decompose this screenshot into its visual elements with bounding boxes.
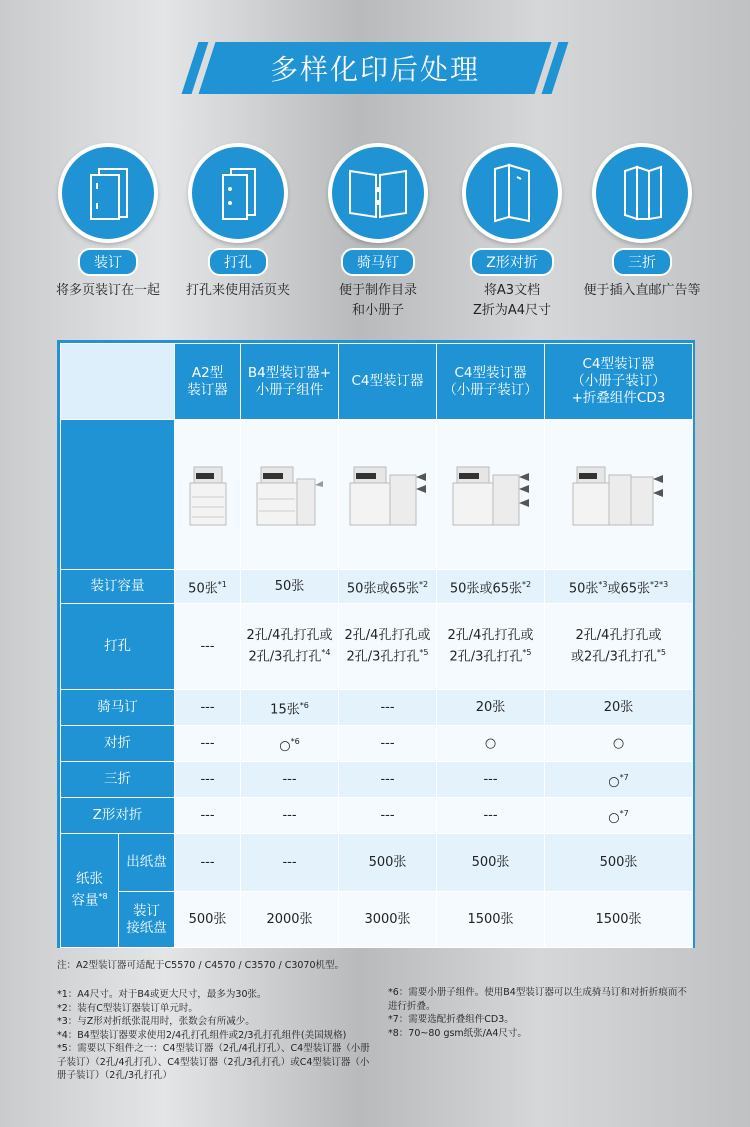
booklet-icon <box>346 165 410 221</box>
footnote: *8：70~80 gsm纸张/A4尺寸。 <box>388 1027 527 1039</box>
row-label-tri-fold: 三折 <box>61 762 175 798</box>
table-cell: --- <box>175 798 241 834</box>
col-header: C4型装订器 （小册子装订） +折叠组件CD3 <box>545 344 693 420</box>
row-label-bi-fold: 对折 <box>61 726 175 762</box>
machine-cell <box>175 420 241 570</box>
footnote: *2：装有C型装订器装订单元时。 <box>57 1002 198 1014</box>
row-label-output-tray: 出纸盘 <box>119 834 175 892</box>
table-cell: --- <box>437 798 545 834</box>
feature-punch <box>173 143 303 301</box>
feature-circle <box>328 143 428 243</box>
z-fold-icon <box>487 163 537 223</box>
row-label-z-fold: Z形对折 <box>61 798 175 834</box>
table-cell: ○ <box>545 726 693 762</box>
table-cell: 15张$^{*6}$ <box>241 690 339 726</box>
footnote: *7：需要选配折叠组件CD3。 <box>388 1014 514 1025</box>
feature-circle <box>592 143 692 243</box>
table-cell: 2000张 <box>241 892 339 948</box>
machine-cell <box>339 420 437 570</box>
table-cell: --- <box>339 762 437 798</box>
table-cell: 500张 <box>437 834 545 892</box>
row-label-punch: 打孔 <box>61 604 175 690</box>
feature-desc: 打孔来使用活页夹 <box>185 283 290 298</box>
footnote: *5：需要以下组件之一：C4型装订器（2孔/4孔打孔）、C4型装订器（小册子装订）（2孔/4孔打孔）、C4型装订器（2孔/3孔打孔）或C4型装订器（小册子装订）（2孔/3孔打孔） <box>57 1043 370 1081</box>
machine-cell <box>241 420 339 570</box>
table-cell: 500张 <box>339 834 437 892</box>
table-cell: --- <box>175 726 241 762</box>
feature-desc: 将A3文档 Z折为A4尺寸 <box>472 283 552 318</box>
table-cell: 50张$^{*1}$ <box>175 570 241 604</box>
feature-label: 打孔 <box>208 248 268 276</box>
table-cell: ○$^{*7}$ <box>545 762 693 798</box>
tri-fold-icon <box>617 163 667 223</box>
table-cell: --- <box>175 834 241 892</box>
table-cell: 20张 <box>437 690 545 726</box>
table-cell: 500张 <box>545 834 693 892</box>
table-cell: --- <box>241 798 339 834</box>
feature-booklet <box>313 143 443 321</box>
table-cell: ○ <box>437 726 545 762</box>
feature-z-fold <box>447 143 577 321</box>
footnote: *6：需要小册子组件。使用B4型装订器可以生成骑马订和对折折痕而不进行折叠。 <box>388 987 687 1012</box>
row-group-label-paper-capacity: 纸张 容量$^{*8}$ <box>61 834 119 948</box>
table-cell: --- <box>241 834 339 892</box>
col-header: B4型装订器+ 小册子组件 <box>241 344 339 420</box>
row-label-stacker-tray: 装订 接纸盘 <box>119 892 175 948</box>
feature-tri-fold <box>577 143 707 301</box>
table-cell: ○$^{*6}$ <box>241 726 339 762</box>
table-cell: 2孔/4孔打孔或 或2孔/3孔打孔$^{*5}$ <box>545 604 693 690</box>
machine-cell <box>545 420 693 570</box>
table-cell: --- <box>437 762 545 798</box>
feature-circle <box>462 143 562 243</box>
footnotes-right <box>388 986 696 1040</box>
row-label-saddle-stitch: 骑马订 <box>61 690 175 726</box>
feature-circle <box>188 143 288 243</box>
note-main: 注：A2型装订器可适配于C5570 / C4570 / C3570 / C3070机型。 <box>57 960 345 971</box>
table-cell: --- <box>175 762 241 798</box>
feature-desc: 便于制作目录 和小册子 <box>338 283 417 318</box>
footnotes-left <box>57 988 375 1083</box>
footnote: *1：A4尺寸。对于B4或更大尺寸，最多为30张。 <box>57 989 267 1000</box>
table-cell: --- <box>175 604 241 690</box>
table-cell: --- <box>339 798 437 834</box>
feature-label: 骑马钉 <box>341 248 415 276</box>
feature-desc: 将多页装订在一起 <box>55 283 160 298</box>
table-cell: 50张$^{*3}$或65张$^{*2*3}$ <box>545 570 693 604</box>
printer-b4-image <box>253 463 327 527</box>
table-cell: 1500张 <box>545 892 693 948</box>
binding-icon <box>85 165 131 221</box>
comparison-table <box>57 340 695 948</box>
table-cell: 3000张 <box>339 892 437 948</box>
table-cell: --- <box>241 762 339 798</box>
table-cell: --- <box>339 726 437 762</box>
page-title: 多样化印后处理 <box>269 53 480 86</box>
image-row-label <box>61 420 175 570</box>
table-cell: 2孔/4孔打孔或 2孔/3孔打孔$^{*5}$ <box>339 604 437 690</box>
table-cell: 2孔/4孔打孔或 2孔/3孔打孔$^{*4}$ <box>241 604 339 690</box>
row-label-staple-capacity: 装订容量 <box>61 570 175 604</box>
table-cell: 1500张 <box>437 892 545 948</box>
feature-label: Z形对折 <box>470 248 554 276</box>
table-cell: 500张 <box>175 892 241 948</box>
printer-c4-cd3-image <box>569 463 669 527</box>
punch-icon <box>215 165 261 221</box>
printer-a2-image <box>186 463 230 527</box>
feature-desc: 便于插入直邮广告等 <box>583 283 701 298</box>
feature-circle <box>58 143 158 243</box>
col-header: A2型 装订器 <box>175 344 241 420</box>
table-corner <box>61 344 175 420</box>
footnote: *4：B4型装订器要求使用2/4孔打孔组件或2/3孔打孔组件(美国规格) <box>57 1029 347 1041</box>
table-cell: 20张 <box>545 690 693 726</box>
table-cell: 50张或65张$^{*2}$ <box>437 570 545 604</box>
table-cell: 50张或65张$^{*2}$ <box>339 570 437 604</box>
machine-cell <box>437 420 545 570</box>
table-cell: 50张 <box>241 570 339 604</box>
footnote: *3：与Z形对折纸张混用时，张数会有所减少。 <box>57 1016 255 1027</box>
printer-c4-booklet-image <box>449 463 533 527</box>
printer-c4-image <box>346 463 430 527</box>
table-cell: 2孔/4孔打孔或 2孔/3孔打孔$^{*5}$ <box>437 604 545 690</box>
feature-binding <box>43 143 173 301</box>
table-cell: --- <box>175 690 241 726</box>
feature-label: 装订 <box>78 248 138 276</box>
col-header: C4型装订器 <box>339 344 437 420</box>
table-cell: --- <box>339 690 437 726</box>
table-cell: ○$^{*7}$ <box>545 798 693 834</box>
col-header: C4型装订器 （小册子装订） <box>437 344 545 420</box>
feature-label: 三折 <box>612 248 672 276</box>
